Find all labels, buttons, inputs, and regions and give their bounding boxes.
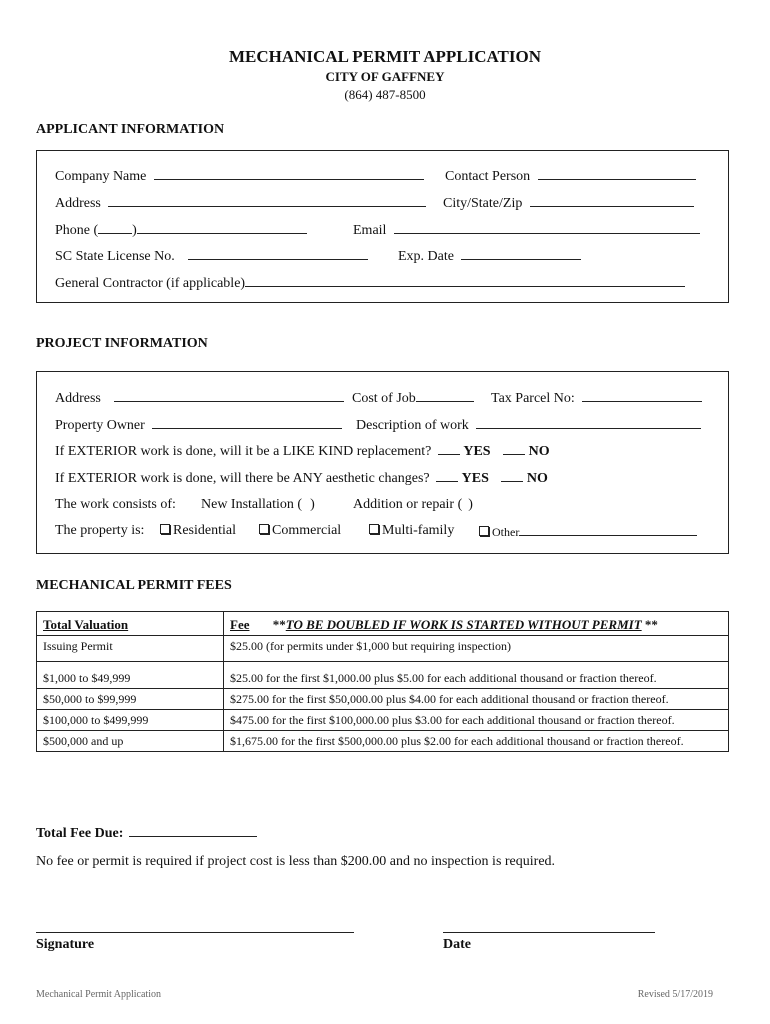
signature-line[interactable] — [36, 932, 354, 933]
applicant-address-line[interactable] — [108, 194, 426, 207]
like-kind-question-text: If EXTERIOR work is done, will it be a LIKE KIND replacement? — [55, 444, 432, 459]
fee-cell: $25.00 (for permits under $1,000 but requiring inspection) — [224, 636, 729, 662]
date-label: Date — [443, 937, 471, 952]
page-title: MECHANICAL PERMIT APPLICATION — [228, 47, 541, 66]
valuation-cell: $500,000 and up — [37, 731, 224, 752]
new-installation-close: ) — [310, 497, 315, 512]
tax-parcel-field[interactable] — [491, 389, 702, 407]
like-kind-yes-label: YES — [463, 444, 491, 459]
exp-date-line[interactable] — [461, 247, 581, 260]
description-label: Description of work — [356, 418, 469, 433]
fees-section-heading: MECHANICAL PERMIT FEES — [36, 578, 232, 593]
area-code-line[interactable] — [98, 221, 132, 234]
like-kind-no-label: NO — [528, 444, 550, 459]
total-fee-due-field[interactable] — [36, 824, 257, 842]
contact-person-line[interactable] — [538, 167, 696, 180]
aesthetic-yes-blank[interactable] — [436, 469, 458, 482]
email-field[interactable] — [353, 221, 700, 239]
project-address-field[interactable] — [55, 389, 344, 407]
applicant-section-heading: APPLICANT INFORMATION — [36, 122, 225, 137]
commercial-option[interactable] — [259, 523, 341, 539]
table-row — [37, 689, 729, 710]
like-kind-question — [55, 442, 550, 460]
contact-person-field[interactable] — [445, 167, 696, 185]
city-state-zip-label: City/State/Zip — [443, 196, 523, 211]
other-line[interactable] — [519, 525, 697, 536]
work-consists-label: The work consists of: — [55, 497, 176, 512]
applicant-address-field[interactable] — [55, 194, 426, 212]
phone-field[interactable] — [55, 221, 307, 239]
cost-of-job-field[interactable] — [352, 389, 474, 407]
general-contractor-line[interactable] — [245, 274, 685, 287]
doubled-suffix: ** — [641, 617, 658, 632]
property-owner-label: Property Owner — [55, 418, 145, 433]
tax-parcel-label: Tax Parcel No: — [491, 391, 575, 406]
license-field[interactable] — [55, 247, 368, 265]
date-line[interactable] — [443, 932, 655, 933]
new-installation-label: New Installation ( — [201, 497, 303, 512]
table-row — [37, 662, 729, 689]
fee-cell: $25.00 for the first $1,000.00 plus $5.00 for each additional thousand or fraction thereof. — [224, 662, 729, 689]
new-installation-option[interactable] — [201, 497, 315, 513]
table-row — [37, 710, 729, 731]
license-line[interactable] — [188, 247, 368, 260]
description-line[interactable] — [476, 416, 701, 429]
general-contractor-label: General Contractor (if applicable) — [55, 276, 246, 291]
company-name-line[interactable] — [154, 167, 424, 180]
cost-of-job-line[interactable] — [416, 389, 474, 402]
aesthetic-yes-label: YES — [461, 471, 489, 486]
general-contractor-field[interactable] — [55, 274, 685, 292]
table-row — [37, 731, 729, 752]
exp-date-field[interactable] — [398, 247, 581, 265]
like-kind-no-blank[interactable] — [503, 442, 525, 455]
project-section-heading: PROJECT INFORMATION — [36, 336, 208, 351]
table-row — [37, 636, 729, 662]
other-label: Other — [492, 525, 520, 539]
residential-option[interactable] — [160, 523, 236, 539]
like-kind-yes-blank[interactable] — [438, 442, 460, 455]
commercial-checkbox[interactable] — [259, 524, 269, 534]
city-state-zip-line[interactable] — [530, 194, 694, 207]
aesthetic-no-blank[interactable] — [501, 469, 523, 482]
cost-of-job-label: Cost of Job — [352, 391, 416, 406]
valuation-cell: Issuing Permit — [37, 636, 224, 662]
license-label: SC State License No. — [55, 249, 175, 264]
other-option[interactable] — [479, 525, 697, 540]
aesthetic-question-text: If EXTERIOR work is done, will there be ANY aesthetic changes? — [55, 471, 430, 486]
phone-close-paren: ) — [132, 223, 137, 238]
project-address-label: Address — [55, 391, 101, 406]
exp-date-label: Exp. Date — [398, 249, 454, 264]
description-field[interactable] — [356, 416, 701, 434]
city-phone: (864) 487-8500 — [344, 87, 426, 102]
total-valuation-header: Total Valuation — [43, 617, 129, 632]
residential-label: Residential — [173, 523, 236, 538]
fees-header-row — [37, 612, 729, 636]
footer-right: Revised 5/17/2019 — [637, 989, 713, 1000]
addition-repair-option[interactable] — [353, 497, 473, 513]
aesthetic-no-label: NO — [526, 471, 548, 486]
footer-left: Mechanical Permit Application — [36, 989, 161, 1000]
company-name-label: Company Name — [55, 169, 147, 184]
tax-parcel-line[interactable] — [582, 389, 702, 402]
email-line[interactable] — [394, 221, 700, 234]
doubled-prefix: ** — [272, 617, 286, 632]
email-label: Email — [353, 223, 387, 238]
contact-person-label: Contact Person — [445, 169, 531, 184]
total-fee-due-label: Total Fee Due: — [36, 826, 124, 841]
fee-cell: $275.00 for the first $50,000.00 plus $4.00 for each additional thousand or fraction thereof. — [224, 689, 729, 710]
phone-line[interactable] — [137, 221, 307, 234]
addition-repair-close: ) — [468, 497, 473, 512]
multi-family-option[interactable] — [369, 523, 454, 539]
phone-label: Phone ( — [55, 223, 99, 238]
company-name-field[interactable] — [55, 167, 424, 185]
project-address-line[interactable] — [114, 389, 344, 402]
commercial-label: Commercial — [272, 523, 342, 538]
fees-table — [36, 611, 729, 752]
residential-checkbox[interactable] — [160, 524, 170, 534]
aesthetic-question — [55, 469, 548, 487]
other-checkbox[interactable] — [479, 526, 489, 536]
applicant-address-label: Address — [55, 196, 101, 211]
valuation-cell: $1,000 to $49,999 — [37, 662, 224, 689]
doubled-note: TO BE DOUBLED IF WORK IS STARTED WITHOUT PERMIT — [285, 617, 642, 632]
property-type-label: The property is: — [55, 523, 145, 538]
property-owner-field[interactable] — [55, 416, 342, 434]
fee-cell: $475.00 for the first $100,000.00 plus $3.00 for each additional thousand or fraction thereof. — [224, 710, 729, 731]
property-owner-line[interactable] — [152, 416, 342, 429]
addition-repair-label: Addition or repair ( — [353, 497, 463, 512]
fee-cell: $1,675.00 for the first $500,000.00 plus $2.00 for each additional thousand or fraction thereof. — [224, 731, 729, 752]
no-fee-note: No fee or permit is required if project cost is less than $200.00 and no inspection is required. — [36, 854, 556, 869]
city-name: CITY OF GAFFNEY — [325, 69, 445, 84]
multi-family-checkbox[interactable] — [369, 524, 379, 534]
total-fee-due-line[interactable] — [129, 824, 257, 837]
signature-label: Signature — [36, 937, 95, 952]
valuation-cell: $50,000 to $99,999 — [37, 689, 224, 710]
city-state-zip-field[interactable] — [443, 194, 694, 212]
multi-family-label: Multi-family — [382, 523, 455, 538]
valuation-cell: $100,000 to $499,999 — [37, 710, 224, 731]
fee-header: Fee — [230, 617, 250, 632]
